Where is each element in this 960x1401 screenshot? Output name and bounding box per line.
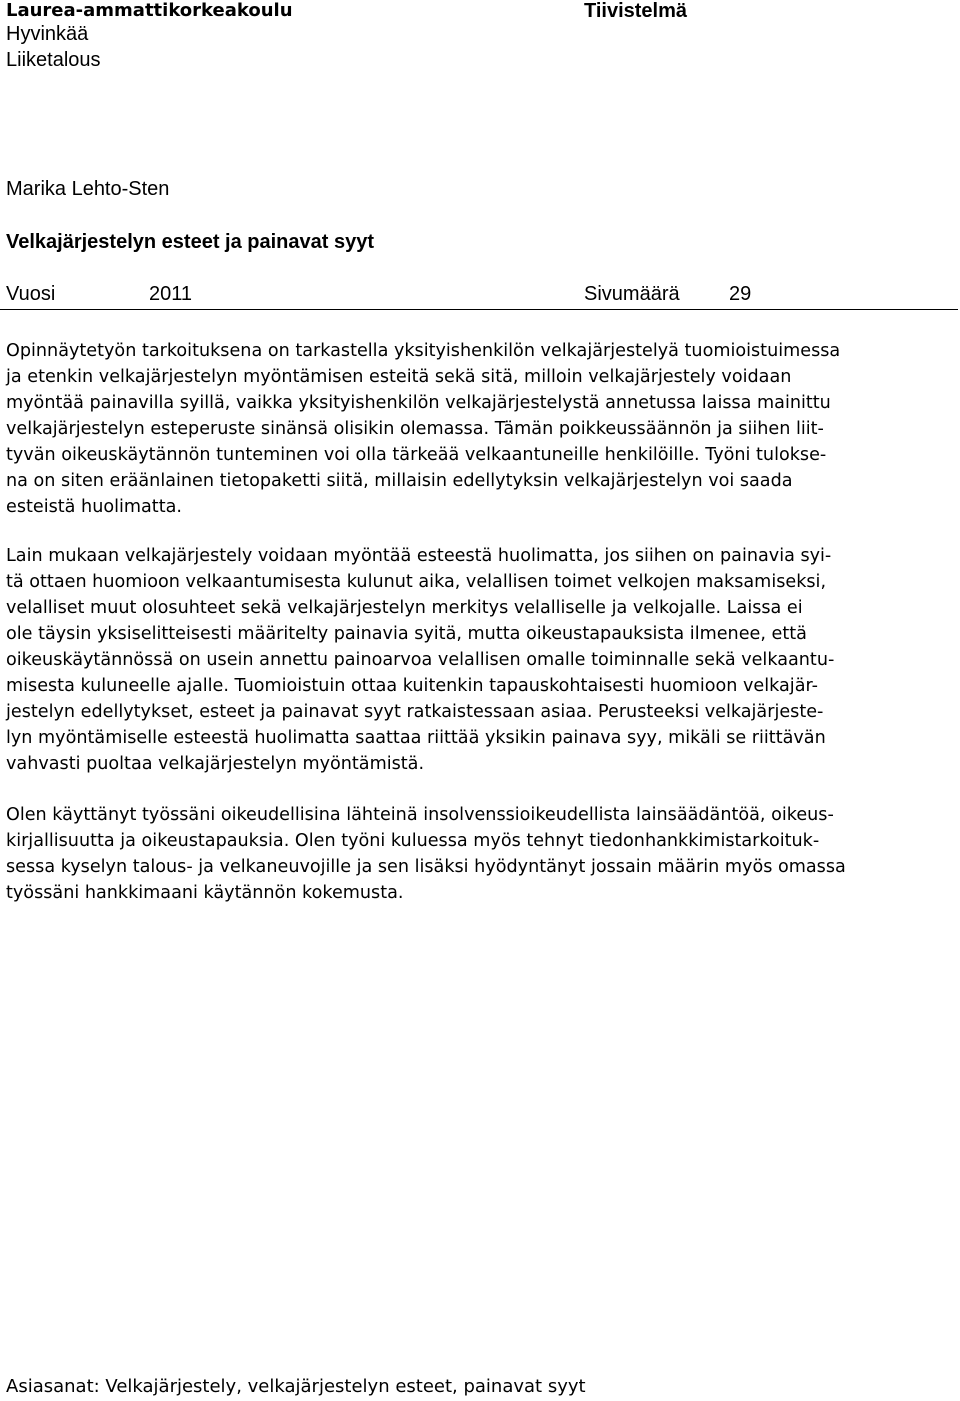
page-count-value: 29: [729, 283, 752, 305]
paragraph-line: esteistä huolimatta.: [6, 497, 182, 517]
page-count-label: Sivumäärä: [584, 283, 680, 305]
abstract-paragraph: [6, 338, 956, 520]
degree-programme: Liiketalous: [6, 49, 101, 71]
paragraph-line: jestelyn edellytykset, esteet ja painavat syyt ratkaistessaan asiaa. Perusteeksi velkajärjeste-: [6, 702, 824, 722]
paragraph-line: Lain mukaan velkajärjestely voidaan myöntää esteestä huolimatta, jos siihen on painavia syi-: [6, 546, 832, 566]
paragraph-line: vahvasti puoltaa velkajärjestelyn myöntämistä.: [6, 754, 425, 774]
document-type: Tiivistelmä: [584, 0, 688, 22]
paragraph-line: velalliset muut olosuhteet sekä velkajärjestelyn merkitys velalliselle ja velkojalle. Laissa ei: [6, 598, 803, 618]
paragraph-line: ole täysin yksiselitteisesti määritelty painavia syitä, mutta oikeustapauksista ilmenee, että: [6, 624, 807, 644]
paragraph-line: Olen käyttänyt työssäni oikeudellisina lähteinä insolvenssioikeudellista lainsäädäntöä, oikeus-: [6, 805, 834, 825]
paragraph-line: lyn myöntämiselle esteestä huolimatta saattaa riittää yksikin painava syy, mikäli se riittävän: [6, 728, 826, 748]
paragraph-line: työssäni hankkimaani käytännön kokemusta.: [6, 883, 404, 903]
paragraph-line: velkajärjestelyn esteperuste sinänsä olisikin olemassa. Tämän poikkeussäännön ja siihen liit-: [6, 419, 824, 439]
paragraph-line: sessa kyselyn talous- ja velkaneuvojille ja sen lisäksi hyödyntänyt jossain määrin myös omassa: [6, 857, 846, 877]
abstract-paragraph: [6, 543, 956, 777]
paragraph-line: tä ottaen huomioon velkaantumisesta kulunut aika, velallisen toimet velkojen maksamiseksi,: [6, 572, 827, 592]
abstract-paragraph: [6, 802, 956, 906]
section-divider: [0, 309, 958, 310]
campus-name: Hyvinkää: [6, 23, 89, 45]
paragraph-line: tyvän oikeuskäytännön tunteminen voi olla tärkeää velkaantuneille henkilöille. Työni tulokse-: [6, 445, 827, 465]
header-row: [6, 0, 956, 25]
keywords: Asiasanat: Velkajärjestely, velkajärjestelyn esteet, painavat syyt: [6, 1376, 586, 1397]
meta-row: [6, 281, 956, 309]
paragraph-line: misesta kuluneelle ajalle. Tuomioistuin ottaa kuitenkin tapauskohtaisesti huomioon velkajär-: [6, 676, 818, 696]
paragraph-line: kirjallisuutta ja oikeustapauksia. Olen työni kuluessa myös tehnyt tiedonhankkimistarkoituk-: [6, 831, 820, 851]
author-name: Marika Lehto-Sten: [6, 178, 170, 200]
thesis-title: Velkajärjestelyn esteet ja painavat syyt: [6, 231, 374, 253]
paragraph-line: ja etenkin velkajärjestelyn myöntämisen esteitä sekä sitä, milloin velkajärjestely voidaan: [6, 367, 792, 387]
paragraph-line: Opinnäytetyön tarkoituksena on tarkastella yksityishenkilön velkajärjestelyä tuomioistuimessa: [6, 341, 841, 361]
institution-name: Laurea-ammattikorkeakoulu: [6, 0, 293, 21]
paragraph-line: oikeuskäytännössä on usein annettu painoarvoa velallisen omalle toiminnalle sekä velkaantu-: [6, 650, 835, 670]
year-value: 2011: [149, 283, 193, 305]
year-label: Vuosi: [6, 283, 56, 305]
paragraph-line: na on siten eräänlainen tietopaketti siitä, millaisin edellytyksin velkajärjestelyn voi saada: [6, 471, 793, 491]
paragraph-line: myöntää painavilla syillä, vaikka yksityishenkilön velkajärjestelystä annetussa laissa mainittu: [6, 393, 831, 413]
